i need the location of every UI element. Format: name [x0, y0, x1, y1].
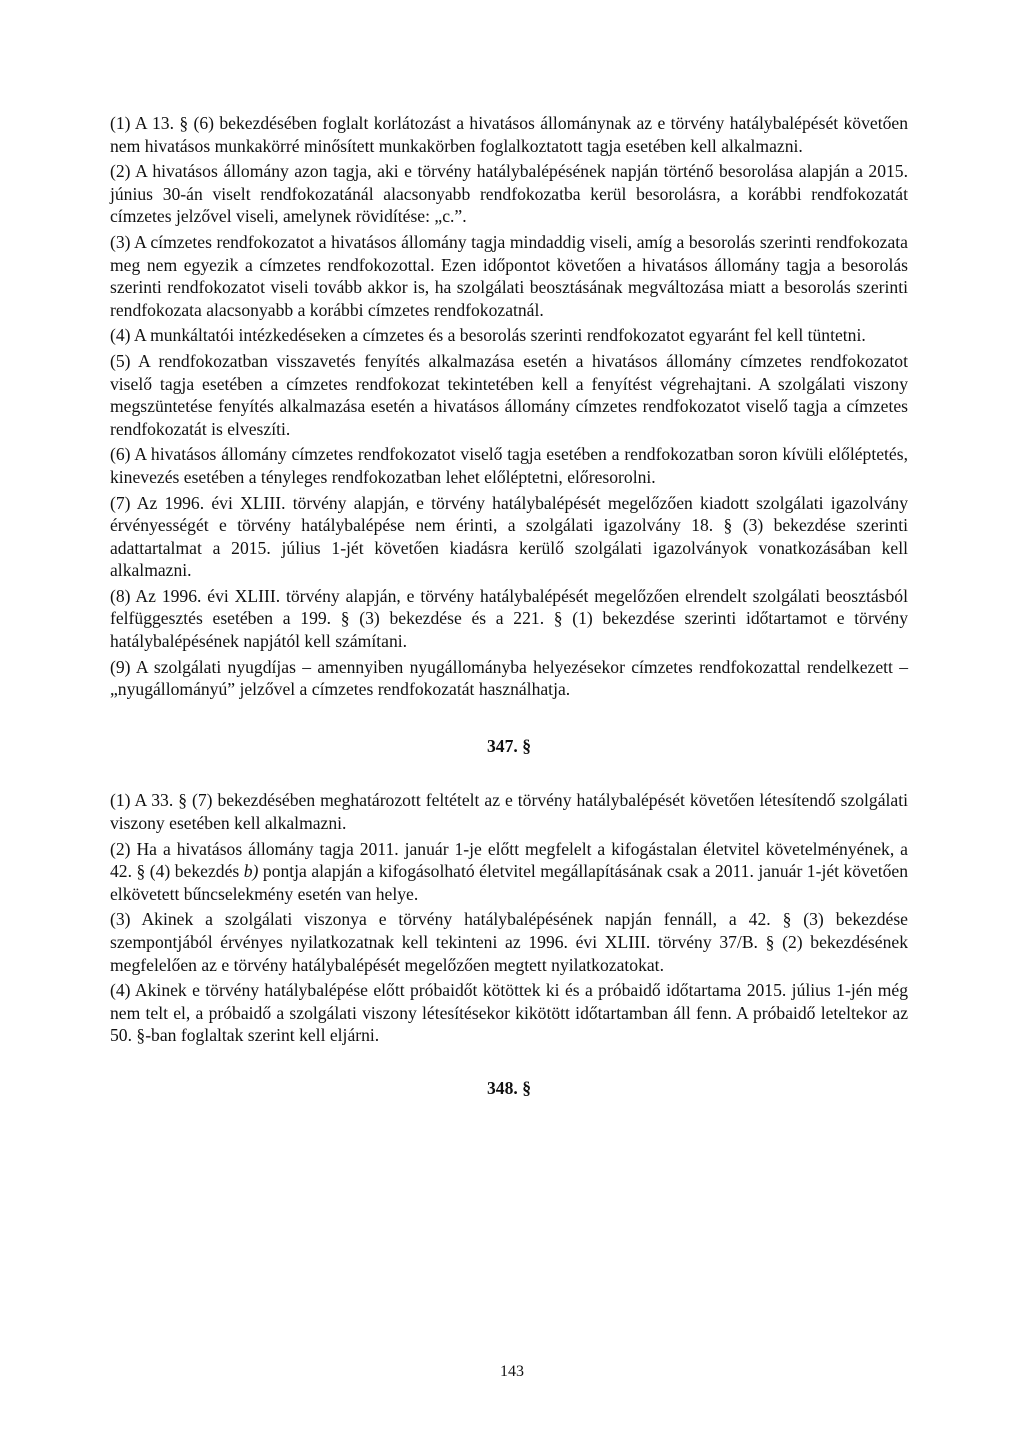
- section-heading-348: 348. §: [487, 1077, 531, 1098]
- paragraph-3: (3) A címzetes rendfokozatot a hivatásos állomány tagja mindaddig viseli, amíg a besorolás szerinti rendfokozata meg nem egyezik a címzetes rendfokozottal. Ezen időpontot követően a hivatásos állomány tagja a besorolás szerinti rendfokozatot viseli tovább akkor is, ha szolgálati beosztásának megváltozása miatt a besorolás szerinti rendfokozata alacsonyabb a korábbi címzetes rendfokozatnál.: [110, 231, 908, 320]
- section-347-paragraph-2-italic: b): [243, 861, 259, 882]
- paragraph-8: (8) Az 1996. évi XLIII. törvény alapján, e törvény hatálybalépését megelőzően elrendelt szolgálati beosztásból felfüggesztés esetében a 199. § (3) bekezdése és a 221. § (1) bekezdése szerinti időtartamot e törvény hatálybalépésének napjától kell számítani.: [110, 585, 908, 652]
- document-page: [110, 112, 908, 1132]
- section-347-paragraph-1: (1) A 33. § (7) bekezdésében meghatározott feltételt az e törvény hatálybalépését követően létesítendő szolgálati viszony esetében kell alkalmazni.: [110, 790, 908, 834]
- section-347-body: [110, 789, 908, 1047]
- paragraph-5: (5) A rendfokozatban visszavetés fenyítés alkalmazása esetén a hivatásos állomány címzetes rendfokozatot viselő tagja esetében a címzetes rendfokozat tekintetében kell a fenyítést végrehajtani. A szolgálati viszony megszüntetése fenyítés alkalmazása esetén a hivatásos állomány címzetes rendfokozatot viselő tagja a címzetes rendfokozatát is elveszíti.: [110, 350, 908, 439]
- paragraph-7: (7) Az 1996. évi XLIII. törvény alapján, e törvény hatálybalépését megelőzően kiadott szolgálati igazolvány érvényességét e törvény hatálybalépése nem érinti, a szolgálati igazolvány 18. § (3) bekezdése szerinti adattartalmat a 2015. július 1-jét követően kiadásra kerülő szolgálati igazolványok vonatkozásában kell alkalmazni.: [110, 492, 908, 581]
- paragraph-9: (9) A szolgálati nyugdíjas – amennyiben nyugállományba helyezésekor címzetes rendfokozattal rendelkezett – „nyugállományú” jelzővel a címzetes rendfokozatát használhatja.: [110, 656, 908, 700]
- paragraph-4: (4) A munkáltatói intézkedéseken a címzetes és a besorolás szerinti rendfokozatot egyaránt fel kell tüntetni.: [110, 325, 866, 346]
- paragraph-block: [110, 112, 908, 701]
- paragraph-1: (1) A 13. § (6) bekezdésében foglalt korlátozást a hivatásos állománynak az e törvény hatálybalépését követően nem hivatásos munkakörré minősített munkakörben foglalkoztatott tagja esetében kell alkalmazni.: [110, 113, 908, 156]
- section-347-paragraph-4: (4) Akinek e törvény hatálybalépése előtt próbaidőt kötöttek ki és a próbaidő időtartama 2015. július 1-jén még nem telt el, a próbaidő a szolgálati viszony létesítésekor kikötött időtartamban áll fenn. A próbaidő leteltekor az 50. §-ban foglaltak szerint kell eljárni.: [110, 980, 908, 1046]
- paragraph-6: (6) A hivatásos állomány címzetes rendfokozatot viselő tagja esetében a rendfokozatban soron kívüli előléptetés, kinevezés esetében a tényleges rendfokozatban lehet előléptetni, előresorolni.: [110, 444, 908, 487]
- paragraph-2: (2) A hivatásos állomány azon tagja, aki e törvény hatálybalépésének napján történő besorolása alapján a 2015. június 30-án viselt rendfokozatánál alacsonyabb rendfokozatba kerül besorolásra, a korábbi rendfokozatát címzetes jelzővel viseli, amelynek rövidítése: „c.”.: [110, 161, 908, 227]
- page-number: 143: [500, 1363, 524, 1380]
- section-347-paragraph-3: (3) Akinek a szolgálati viszonya e törvény hatálybalépésének napján fennáll, a 42. § (3) bekezdése szempontjából érvényes nyilatkozatnak kell tekinteni az 1996. évi XLIII. törvény 37/B. § (2) bekezdésének megfelelően az e törvény hatálybalépését megelőzően megtett nyilatkozatokat.: [110, 909, 908, 975]
- section-heading-347: 347. §: [487, 735, 531, 756]
- section-347-paragraph-2-text-b: pontja alapján a kifogásolható életvitel megállapításának csak a 2011. január 1-jét követően elkövetett bűncselekmény esetén van helye.: [110, 861, 908, 904]
- section-347-paragraph-2: [110, 838, 908, 906]
- section-347-paragraph-2-text-a: (2) Ha a hivatásos állomány tagja 2011. január 1-je előtt megfelelt a kifogástalan életvitel követelményének, a 42. § (4) bekezdés: [110, 838, 908, 882]
